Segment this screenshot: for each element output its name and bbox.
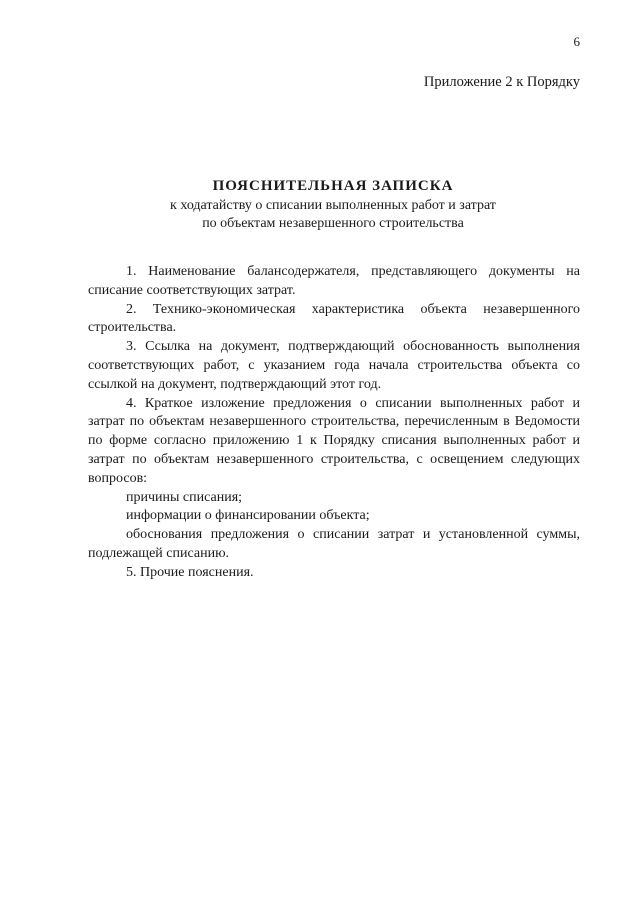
paragraph-3: 3. Ссылка на документ, подтверждающий обоснованность выполнения соответствующих работ, с указанием года начала строительства объекта со ссылкой на документ, подтверждающий этот год. (88, 339, 580, 392)
paragraph-5: 5. Прочие пояснения. (126, 564, 254, 580)
page-number: 6 (573, 34, 580, 49)
title-block (88, 176, 578, 233)
appendix-label: Приложение 2 к Порядку (423, 74, 580, 90)
document-body (88, 263, 580, 583)
list-item-reasons: причины списания; (126, 489, 243, 505)
subtitle-line-1: к ходатайству о списании выполненных работ и затрат (170, 198, 496, 213)
list-item-financing: информации о финансировании объекта; (126, 508, 370, 524)
document-title: ПОЯСНИТЕЛЬНАЯ ЗАПИСКА (212, 178, 454, 194)
list-item-justification: обоснования предложения о списании затрат и установленной суммы, подлежащей списанию. (88, 527, 580, 561)
paragraph-2: 2. Технико-экономическая характеристика объекта незавершенного строительства. (88, 301, 580, 336)
subtitle-line-2: по объектам незавершенного строительства (202, 216, 464, 231)
paragraph-4: 4. Краткое изложение предложения о списании выполненных работ и затрат по объектам незавершенного строительства, перечисленным в Ведомости по форме согласно приложению 1 к Порядку списания выполненных работ и затрат по объектам незавершенного строительства, с освещением следующих вопросов: (88, 395, 580, 486)
paragraph-1: 1. Наименование балансодержателя, представляющего документы на списание соответствующих затрат. (88, 264, 580, 298)
